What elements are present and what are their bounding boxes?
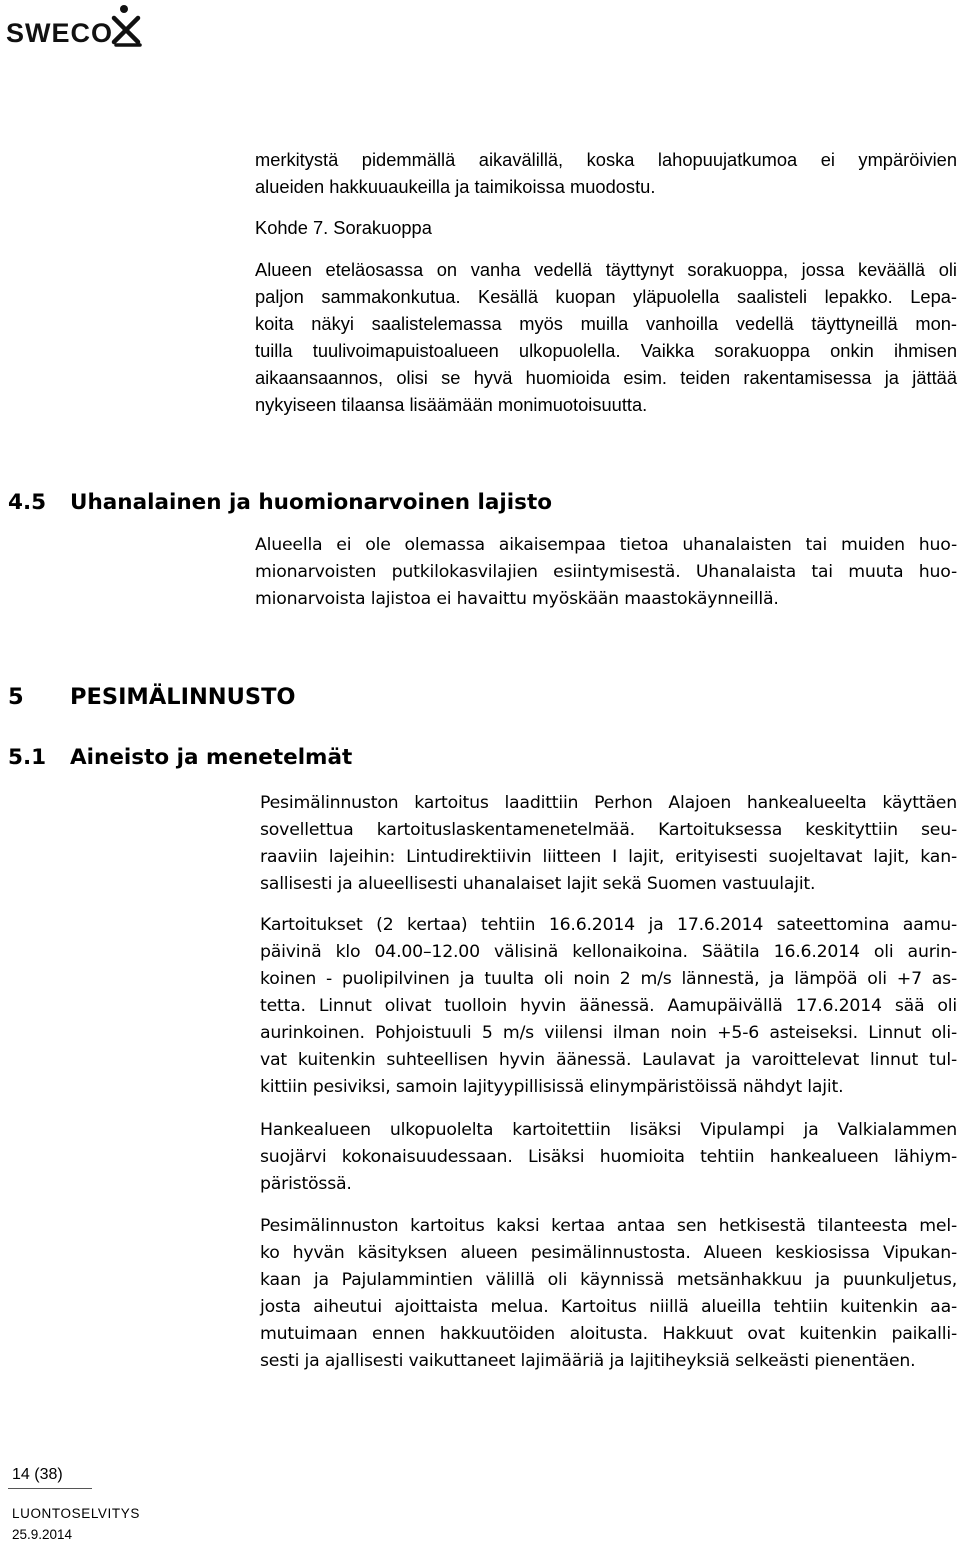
text-line: nykyiseen tilaansa lisäämään monimuotoisuutta.	[255, 394, 648, 415]
chapter-title: PESIMÄLINNUSTO	[70, 684, 296, 710]
text-line: Hankealueen ulkopuolelta kartoitettiin lisäksi Vipulampi ja Valkialammen	[260, 1120, 957, 1140]
section-5-1-paragraph	[260, 1213, 957, 1375]
document-type: LUONTOSELVITYS	[12, 1506, 140, 1521]
text-line: koita näkyi saalistelemassa myös muilla vanhoilla vedellä täyttyneillä mon-	[255, 313, 957, 334]
intro-paragraph	[255, 146, 957, 200]
section-number: 5.1	[8, 745, 47, 770]
text-line: päivinä klo 04.00–12.00 välisinä kellonaikoina. Säätila 16.6.2014 oli aurin-	[260, 942, 957, 962]
text-line: kaan ja Pajulammintien välillä oli käynnissä metsänhakkuu ja puunkuljetus,	[260, 1270, 957, 1290]
section-4-5-paragraph	[255, 532, 957, 613]
text-line: merkitystä pidemmällä aikavälillä, koska lahopuujatkumoa ei ympäröivien	[255, 149, 957, 170]
kohde7-paragraph	[255, 256, 957, 418]
text-line: aurinkoinen. Pohjoistuuli 5 m/s viilensi ilman noin +5-6 asteiseksi. Linnut oli-	[260, 1023, 957, 1043]
sweco-symbol-icon	[110, 4, 144, 48]
sweco-logo	[6, 4, 146, 48]
document-date: 25.9.2014	[12, 1527, 73, 1542]
section-5-1-paragraph	[260, 790, 957, 898]
text-line: kittiin pesiviksi, samoin lajityypillisissä elinympäristöissä nähdyt lajit.	[260, 1077, 844, 1097]
text-line: aikaansaannos, olisi se hyvä huomioida esim. teiden rakentamisessa ja jättää	[255, 367, 957, 388]
page-number: 14 (38)	[12, 1466, 63, 1483]
section-5-1-heading	[8, 745, 352, 770]
text-line: ko hyvän käsityksen alueen pesimälinnustosta. Alueen keskiosissa Vipukan-	[260, 1243, 957, 1263]
text-line: sallisesti ja alueellisesti uhanalaiset lajit sekä Suomen vastuulajit.	[260, 874, 816, 894]
text-line: Kartoitukset (2 kertaa) tehtiin 16.6.2014 ja 17.6.2014 sateettomina aamu-	[260, 915, 957, 935]
text-line: Alueella ei ole olemassa aikaisempaa tietoa uhanalaisten tai muiden huo-	[255, 535, 957, 555]
section-4-5-heading	[8, 490, 552, 515]
text-line: tetta. Linnut olivat tuolloin hyvin äänessä. Aamupäivällä 17.6.2014 sää oli	[260, 996, 957, 1016]
text-line: päristössä.	[260, 1174, 352, 1194]
section-5-1-paragraph	[260, 1117, 957, 1198]
section-5-1-paragraph	[260, 912, 957, 1101]
text-line: mionarvoista lajistoa ei havaittu myöskään maastokäynneillä.	[255, 589, 779, 609]
logo-wordmark: SWECO	[6, 18, 114, 48]
kohde7-heading: Kohde 7. Sorakuoppa	[255, 217, 432, 238]
text-line: paljon sammakonkutua. Kesällä kuopan yläpuolella saalisteli lepakko. Lepa-	[255, 286, 957, 307]
text-line: sovellettua kartoituslaskentamenetelmää. Kartoituksessa keskityttiin seu-	[260, 820, 957, 840]
section-title: Aineisto ja menetelmät	[70, 745, 353, 770]
text-line: koinen - puolipilvinen ja tuulta oli noin 2 m/s lännestä, ja lämpöä oli +7 as-	[260, 969, 957, 989]
footer-divider	[8, 1488, 92, 1489]
text-line: tuilla tuulivoimapuistoalueen ulkopuolella. Vaikka sorakuoppa onkin ihmisen	[255, 340, 957, 361]
text-line: suojärvi kokonaisuudessaan. Lisäksi huomioita tehtiin hankealueen lähiym-	[260, 1147, 957, 1167]
text-line: Alueen eteläosassa on vanha vedellä täyttynyt sorakuoppa, jossa keväällä oli	[255, 259, 957, 280]
text-line: raaviin lajeihin: Lintudirektiivin liitteen I lajit, erityisesti suojeltavat lajit, kan-	[260, 847, 957, 867]
text-line: mionarvoisten putkilokasvilajien esiintymisestä. Uhanalaista tai muuta huo-	[255, 562, 957, 582]
chapter-number: 5	[8, 684, 24, 710]
section-number: 4.5	[8, 490, 47, 515]
text-line: josta aiheutui ajoittaista melua. Kartoitus niillä alueilla tehtiin kuitenkin aa-	[260, 1297, 957, 1317]
text-line: alueiden hakkuuaukeilla ja taimikoissa muodostu.	[255, 176, 656, 197]
text-line: sesti ja ajallisesti vaikuttaneet lajimääriä ja lajitiheyksiä selkeästi pienentäen.	[260, 1351, 916, 1371]
chapter-5-heading	[8, 684, 296, 710]
text-line: Pesimälinnuston kartoitus laadittiin Perhon Alajoen hankealueelta käyttäen	[260, 793, 957, 813]
text-line: vat kuitenkin suhteellisen hyvin äänessä. Laulavat ja varoittelevat linnut tul-	[260, 1050, 957, 1070]
text-line: mutuimaan ennen hakkuutöiden aloitusta. Hakkuut ovat kuitenkin paikalli-	[260, 1324, 957, 1344]
section-title: Uhanalainen ja huomionarvoinen lajisto	[70, 490, 553, 515]
text-line: Pesimälinnuston kartoitus kaksi kertaa antaa sen hetkisestä tilanteesta mel-	[260, 1216, 957, 1236]
